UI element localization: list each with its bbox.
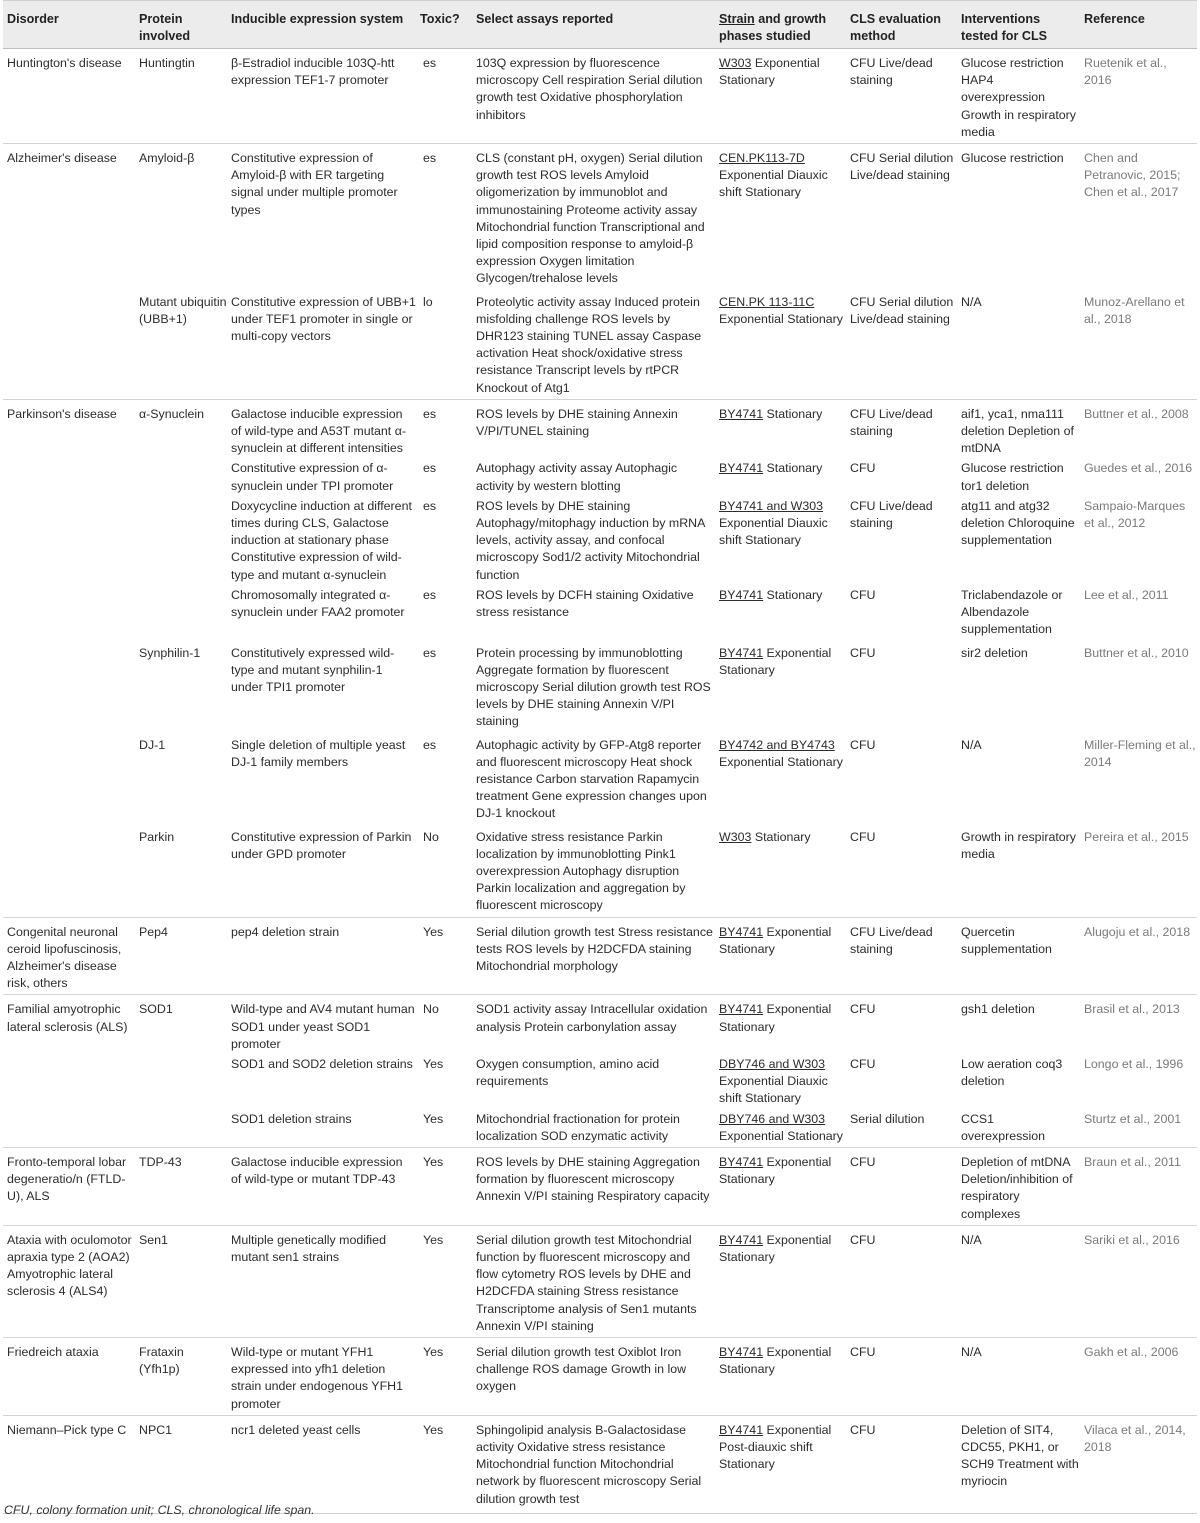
cell-disorder: Ataxia with oculomotor apraxia type 2 (AOA2) Amyotrophic lateral sclerosis 4 (ALS4) [3, 1225, 135, 1337]
cell-toxic: Yes [416, 1338, 472, 1416]
cell-cls: CFU [850, 1056, 876, 1071]
strain-name: BY4741 [719, 461, 764, 476]
cell-reference: Longo et al., 1996 [1084, 1056, 1184, 1071]
growth-phases: Exponential Stationary [719, 56, 820, 88]
cell-protein: NPC1 [135, 1415, 227, 1513]
cell-reference: Miller-Fleming et al., 2014 [1084, 737, 1196, 769]
cell-protein [135, 497, 227, 586]
table-row [3, 497, 1197, 586]
strain-name: BY4741 [719, 645, 764, 660]
cell-cls: CFU Live/dead staining [846, 399, 957, 459]
cell-strain [715, 1415, 846, 1513]
table-row [3, 995, 1197, 1055]
table-row [3, 459, 1197, 496]
cell-system: pep4 deletion strain [227, 917, 416, 995]
cell-interventions: Glucose restriction [957, 144, 1080, 290]
cell-cls: CFU [850, 645, 876, 660]
cell-protein [135, 1055, 227, 1110]
cell-interventions: Depletion of mtDNA Deletion/inhibition of respiratory complexes [957, 1147, 1080, 1225]
cell-reference: Buttner et al., 2008 [1080, 399, 1197, 459]
cell-cls: CFU [850, 829, 876, 844]
cell-protein: α-Synuclein [135, 399, 227, 459]
cell-disorder: Familial amyotrophic lateral sclerosis (ALS) [3, 995, 135, 1055]
cell-interventions: N/A [957, 1225, 1080, 1337]
cell-reference: Sturtz et al., 2001 [1084, 1111, 1182, 1126]
table-row [3, 1225, 1197, 1337]
cell-toxic: es [423, 498, 437, 513]
cell-cls: CFU [850, 737, 876, 752]
cell-toxic: Yes [416, 917, 472, 995]
strain-name: BY4741 [719, 1232, 764, 1247]
cell-toxic: es [416, 144, 472, 290]
cell-toxic: es [416, 49, 472, 144]
cell-protein: Amyloid-β [135, 144, 227, 290]
cell-cls: CFU Live/dead staining [846, 917, 957, 995]
cell-reference: Chen and Petranovic, 2015; Chen et al., 2017 [1080, 144, 1197, 290]
footnote: CFU, colony formation unit; CLS, chronological life span. [4, 1503, 315, 1517]
cell-assays: Autophagy activity assay Autophagic activity by western blotting [476, 461, 678, 493]
cell-system: Wild-type or mutant YFH1 expressed into yfh1 deletion strain under endogenous YFH1 promoter [227, 1338, 416, 1416]
cell-reference: Alugoju et al., 2018 [1080, 917, 1197, 995]
header-strain-rest: and growth phases studied [719, 12, 827, 44]
cell-strain [715, 497, 846, 586]
strain-name: CEN.PK113-7D [719, 151, 805, 166]
strain-name: DBY746 and W303 [719, 1056, 826, 1071]
cell-interventions: N/A [961, 294, 982, 309]
strain-name: BY4741 [719, 1422, 764, 1437]
cell-system: Galactose inducible expression of wild-type or mutant TDP-43 [227, 1147, 416, 1225]
header-reference: Reference [1080, 1, 1197, 49]
header-interventions: Interventions tested for CLS [957, 1, 1080, 49]
strain-name: BY4741 [719, 924, 764, 939]
growth-phases: Exponential Stationary [719, 645, 832, 677]
cell-interventions: Glucose restriction HAP4 overexpression Growth in respiratory media [957, 49, 1080, 144]
cell-system: Single deletion of multiple yeast DJ-1 family members [231, 737, 406, 769]
cell-toxic: Yes [423, 1056, 444, 1071]
growth-phases: Exponential Stationary [719, 311, 843, 326]
cell-reference: Buttner et al., 2010 [1084, 645, 1189, 660]
cell-strain [715, 1338, 846, 1416]
cell-toxic: lo [423, 294, 433, 309]
cell-assays: 103Q expression by fluorescence microscopy Cell respiration Serial dilution growth test Oxidative phosphorylation inhibitors [472, 49, 715, 144]
cell-strain [715, 49, 846, 144]
cell-protein [135, 586, 227, 641]
table-row [3, 917, 1197, 995]
cell-disorder [3, 497, 135, 586]
cell-assays: SOD1 activity assay Intracellular oxidation analysis Protein carbonylation assay [472, 995, 715, 1055]
cell-disorder [3, 733, 135, 825]
cell-reference: Gakh et al., 2006 [1080, 1338, 1197, 1416]
cell-toxic: No [423, 829, 439, 844]
cell-system: Constitutively expressed wild-type and mutant synphilin-1 under TPI1 promoter [231, 645, 395, 694]
cell-strain [715, 641, 846, 733]
cell-protein: TDP-43 [135, 1147, 227, 1225]
table-row [3, 1415, 1197, 1513]
table-row [3, 290, 1197, 400]
growth-phases: Exponential Stationary [719, 1345, 832, 1377]
growth-phases: Exponential Stationary [719, 1128, 843, 1143]
cell-reference: Sampaio-Marques et al., 2012 [1084, 498, 1186, 531]
cell-protein [135, 1110, 227, 1148]
cell-assays: Proteolytic activity assay Induced protein misfolding challenge ROS levels by DHR123 staining TUNEL assay Caspase activation Heat shock/oxidative stress resistance Transcript levels by rtPCR Knockout of Atg1 [476, 294, 702, 395]
header-assays: Select assays reported [472, 1, 715, 49]
strain-name: W303 [719, 56, 752, 70]
cell-assays: CLS (constant pH, oxygen) Serial dilution growth test ROS levels Amyloid oligomerization by immunoblot and immunostaining Proteome activity assay Mitochondrial function Transcriptional and lipid composition response to amyloid-β expression Oxygen limitation Glycogen/trehalose levels [472, 144, 715, 290]
cell-system: β-Estradiol inducible 103Q-htt expression TEF1-7 promoter [227, 49, 416, 144]
cell-interventions: Quercetin supplementation [957, 917, 1080, 995]
growth-phases: Exponential Stationary [719, 924, 832, 956]
strain-name: BY4741 and W303 [719, 498, 824, 513]
cell-strain [715, 459, 846, 496]
cell-assays: Autophagic activity by GFP-Atg8 reporter and fluorescent microscopy Heat shock resistance Carbon starvation Rapamycin treatment Gene expression changes upon DJ-1 knockout [476, 737, 707, 821]
cell-assays: ROS levels by DHE staining Annexin V/PI/TUNEL staining [472, 399, 715, 459]
cell-system: Constitutive expression of α-synuclein under TPI promoter [231, 461, 394, 493]
cell-protein: Frataxin (Yfh1p) [135, 1338, 227, 1416]
cell-toxic: No [416, 995, 472, 1055]
strain-name: BY4742 and BY4743 [719, 737, 835, 752]
cell-system: Galactose inducible expression of wild-type and A53T mutant α-synuclein at different intensities [227, 399, 416, 459]
header-strain-underlined: Strain [719, 12, 755, 26]
cell-toxic: es [423, 587, 437, 602]
cell-interventions: gsh1 deletion [957, 995, 1080, 1055]
cell-disorder [3, 1055, 135, 1110]
table-row [3, 825, 1197, 918]
strain-name: CEN.PK 113-11C [719, 294, 815, 309]
growth-phases: Exponential Stationary [719, 1154, 832, 1187]
cell-strain [715, 1110, 846, 1148]
strain-name: W303 [719, 829, 752, 844]
cell-protein: Mutant ubiquitin (UBB+1) [139, 294, 227, 326]
cell-system: SOD1 and SOD2 deletion strains [231, 1056, 413, 1071]
cell-toxic: es [416, 399, 472, 459]
cell-system: Constitutive expression of Parkin under GPD promoter [231, 829, 412, 861]
growth-phases: Exponential Stationary [719, 754, 843, 769]
cell-strain [715, 290, 846, 400]
growth-phases: Exponential Stationary [719, 1002, 832, 1034]
cell-cls: CFU [846, 995, 957, 1055]
cell-disorder [3, 586, 135, 641]
cell-strain [715, 144, 846, 290]
cell-interventions: Low aeration coq3 deletion [961, 1056, 1063, 1089]
growth-phases: Exponential Post-diauxic shift Stationary [719, 1422, 832, 1472]
cell-assays: Oxidative stress resistance Parkin localization by immunoblotting Pink1 overexpression Autophagy disruption Parkin localization and aggregation by fluorescent microscopy [476, 829, 686, 913]
growth-phases: Stationary [763, 461, 823, 476]
cell-reference: Pereira et al., 2015 [1084, 829, 1189, 844]
cell-reference: Brasil et al., 2013 [1080, 995, 1197, 1055]
cell-interventions: CCS1 overexpression [961, 1111, 1046, 1143]
cell-toxic: Yes [416, 1147, 472, 1225]
table-row [3, 1338, 1197, 1416]
cell-protein: Pep4 [135, 917, 227, 995]
strain-name: BY4741 [719, 587, 764, 602]
cell-reference: Ruetenik et al., 2016 [1080, 49, 1197, 144]
cell-protein: Huntingtin [135, 49, 227, 144]
strain-name: BY4741 [719, 1002, 764, 1017]
cell-interventions: aif1, yca1, nma111 deletion Depletion of mtDNA [957, 399, 1080, 459]
cell-interventions: sir2 deletion [961, 645, 1028, 660]
cell-system: Chromosomally integrated α-synuclein under FAA2 promoter [231, 587, 405, 620]
cell-cls: CFU Live/dead staining [850, 498, 933, 531]
cell-cls: CFU Serial dilution Live/dead staining [850, 294, 954, 326]
cell-protein: DJ-1 [139, 737, 166, 752]
cell-toxic: Yes [416, 1225, 472, 1337]
cell-strain [715, 917, 846, 995]
cell-strain [715, 733, 846, 825]
cell-disorder: Friedreich ataxia [3, 1338, 135, 1416]
strain-name: DBY746 and W303 [719, 1111, 826, 1126]
growth-phases: Stationary [763, 587, 823, 602]
cell-disorder: Niemann–Pick type C [3, 1415, 135, 1513]
cell-disorder [3, 641, 135, 733]
table-row [3, 586, 1197, 641]
cell-protein: Parkin [139, 829, 175, 844]
cell-cls: CFU [850, 587, 876, 602]
growth-phases: Stationary [751, 829, 811, 844]
cell-system: SOD1 deletion strains [231, 1111, 352, 1126]
data-table [3, 0, 1197, 1514]
table-row [3, 144, 1197, 290]
cell-toxic: es [423, 645, 437, 660]
cell-interventions: Growth in respiratory media [961, 829, 1076, 861]
table-row [3, 641, 1197, 733]
cell-reference: Munoz-Arellano et al., 2018 [1084, 294, 1185, 326]
cell-assays: Sphingolipid analysis B-Galactosidase activity Oxidative stress resistance Mitochondrial function Mitochondrial network by fluorescent microscopy Serial dilution growth test [472, 1415, 715, 1513]
cell-disorder: Alzheimer's disease [3, 144, 135, 290]
cell-disorder: Huntington's disease [3, 49, 135, 144]
cell-toxic: Yes [423, 1111, 444, 1126]
strain-name: BY4741 [719, 1154, 764, 1169]
cell-disorder: Congenital neuronal ceroid lipofuscinosis, Alzheimer's disease risk, others [3, 917, 135, 995]
cell-cls: Serial dilution [850, 1111, 925, 1126]
table-row [3, 1110, 1197, 1148]
header-strain [715, 1, 846, 49]
cell-interventions: N/A [961, 737, 982, 752]
cell-toxic: es [423, 461, 437, 476]
cell-interventions: Glucose restriction tor1 deletion [961, 461, 1064, 493]
cell-system: Multiple genetically modified mutant sen1 strains [227, 1225, 416, 1337]
cell-toxic: es [423, 737, 437, 752]
growth-phases: Stationary [763, 406, 823, 421]
header-protein: Protein involved [135, 1, 227, 49]
cell-reference: Braun et al., 2011 [1080, 1147, 1197, 1225]
cell-strain [715, 586, 846, 641]
cell-cls: CFU [846, 1338, 957, 1416]
cell-strain [715, 1225, 846, 1337]
cell-reference: Sariki et al., 2016 [1080, 1225, 1197, 1337]
cell-system: ncr1 deleted yeast cells [227, 1415, 416, 1513]
cell-assays: Serial dilution growth test Mitochondrial function by fluorescent microscopy and flow cytometry ROS levels by DHE and H2DCFDA staining Stress resistance Transcriptome analysis of Sen1 mutants Annexin V/PI staining [472, 1225, 715, 1337]
header-cls: CLS evaluation method [846, 1, 957, 49]
header-system: Inducible expression system [227, 1, 416, 49]
cell-protein [135, 459, 227, 496]
cell-protein: Synphilin-1 [139, 645, 201, 660]
table-row [3, 1147, 1197, 1225]
cell-disorder: Parkinson's disease [3, 399, 135, 459]
cell-reference: Guedes et al., 2016 [1084, 461, 1193, 476]
growth-phases: Exponential Stationary [719, 1232, 832, 1264]
growth-phases: Exponential Diauxic shift Stationary [719, 168, 828, 200]
cell-protein: Sen1 [135, 1225, 227, 1337]
strain-name: BY4741 [719, 406, 764, 421]
cell-disorder [3, 825, 135, 918]
cell-reference: Vilaca et al., 2014, 2018 [1080, 1415, 1197, 1513]
cell-assays: Protein processing by immunoblotting Aggregate formation by fluorescent microscopy Serial dilution growth test ROS levels by DHE staining Annexin V/PI staining [476, 645, 711, 729]
strain-name: BY4741 [719, 1345, 764, 1360]
cell-interventions: N/A [957, 1338, 1080, 1416]
cell-disorder [3, 290, 135, 400]
header-row [3, 1, 1197, 49]
growth-phases: Exponential Diauxic shift Stationary [719, 1074, 828, 1106]
header-disorder: Disorder [3, 1, 135, 49]
cell-assays: ROS levels by DHE staining Aggregation formation by fluorescent microscopy Annexin V/PI staining Respiratory capacity [472, 1147, 715, 1225]
cell-strain [715, 995, 846, 1055]
growth-phases: Exponential Diauxic shift Stationary [719, 516, 828, 548]
cell-cls: CFU [846, 1415, 957, 1513]
cell-system: Constitutive expression of Amyloid-β with ER targeting signal under multiple promoter types [227, 144, 416, 290]
cell-disorder [3, 1110, 135, 1148]
table-row [3, 733, 1197, 825]
cell-cls: CFU [846, 1147, 957, 1225]
cell-protein: SOD1 [135, 995, 227, 1055]
cell-cls: CFU Live/dead staining [846, 49, 957, 144]
cell-assays: ROS levels by DHE staining Autophagy/mitophagy induction by mRNA levels, activity assay, and confocal microscopy Sod1/2 activity Mitochondrial function [476, 498, 705, 582]
cell-assays: ROS levels by DCFH staining Oxidative stress resistance [476, 587, 694, 620]
cell-toxic: Yes [416, 1415, 472, 1513]
cell-cls: CFU [850, 461, 876, 476]
table-body [3, 49, 1197, 1514]
header-toxic: Toxic? [416, 1, 472, 49]
cell-reference: Lee et al., 2011 [1084, 587, 1169, 602]
cell-strain [715, 825, 846, 918]
cell-cls: CFU Serial dilution Live/dead staining [846, 144, 957, 290]
cell-assays: Oxygen consumption, amino acid requirements [476, 1056, 660, 1089]
cell-system: Constitutive expression of UBB+1 under TEF1 promoter in single or multi-copy vectors [231, 294, 416, 344]
cell-assays: Serial dilution growth test Stress resistance tests ROS levels by H2DCFDA staining Mitochondrial morphology [472, 917, 715, 995]
cell-disorder: Fronto-temporal lobar degeneratio/n (FTLD-U), ALS [3, 1147, 135, 1225]
cell-assays: Mitochondrial fractionation for protein localization SOD enzymatic activity [476, 1111, 680, 1143]
cell-strain [715, 1147, 846, 1225]
cell-system: Wild-type and AV4 mutant human SOD1 under yeast SOD1 promoter [227, 995, 416, 1055]
cell-strain [715, 399, 846, 459]
cell-system: Doxycycline induction at different times during CLS, Galactose induction at stationary phase Constitutive expression of wild-type and mutant α-synuclein [231, 498, 412, 582]
cell-strain [715, 1055, 846, 1110]
table-row [3, 1055, 1197, 1110]
cell-cls: CFU [846, 1225, 957, 1337]
cell-disorder [3, 459, 135, 496]
table-row [3, 49, 1197, 144]
table-row [3, 399, 1197, 459]
cell-assays: Serial dilution growth test Oxiblot Iron challenge ROS damage Growth in low oxygen [472, 1338, 715, 1416]
cell-interventions: Deletion of SIT4, CDC55, PKH1, or SCH9 Treatment with myriocin [957, 1415, 1080, 1513]
cell-interventions: Triclabendazole or Albendazole supplementation [961, 587, 1063, 637]
cell-interventions: atg11 and atg32 deletion Chloroquine supplementation [961, 498, 1075, 548]
